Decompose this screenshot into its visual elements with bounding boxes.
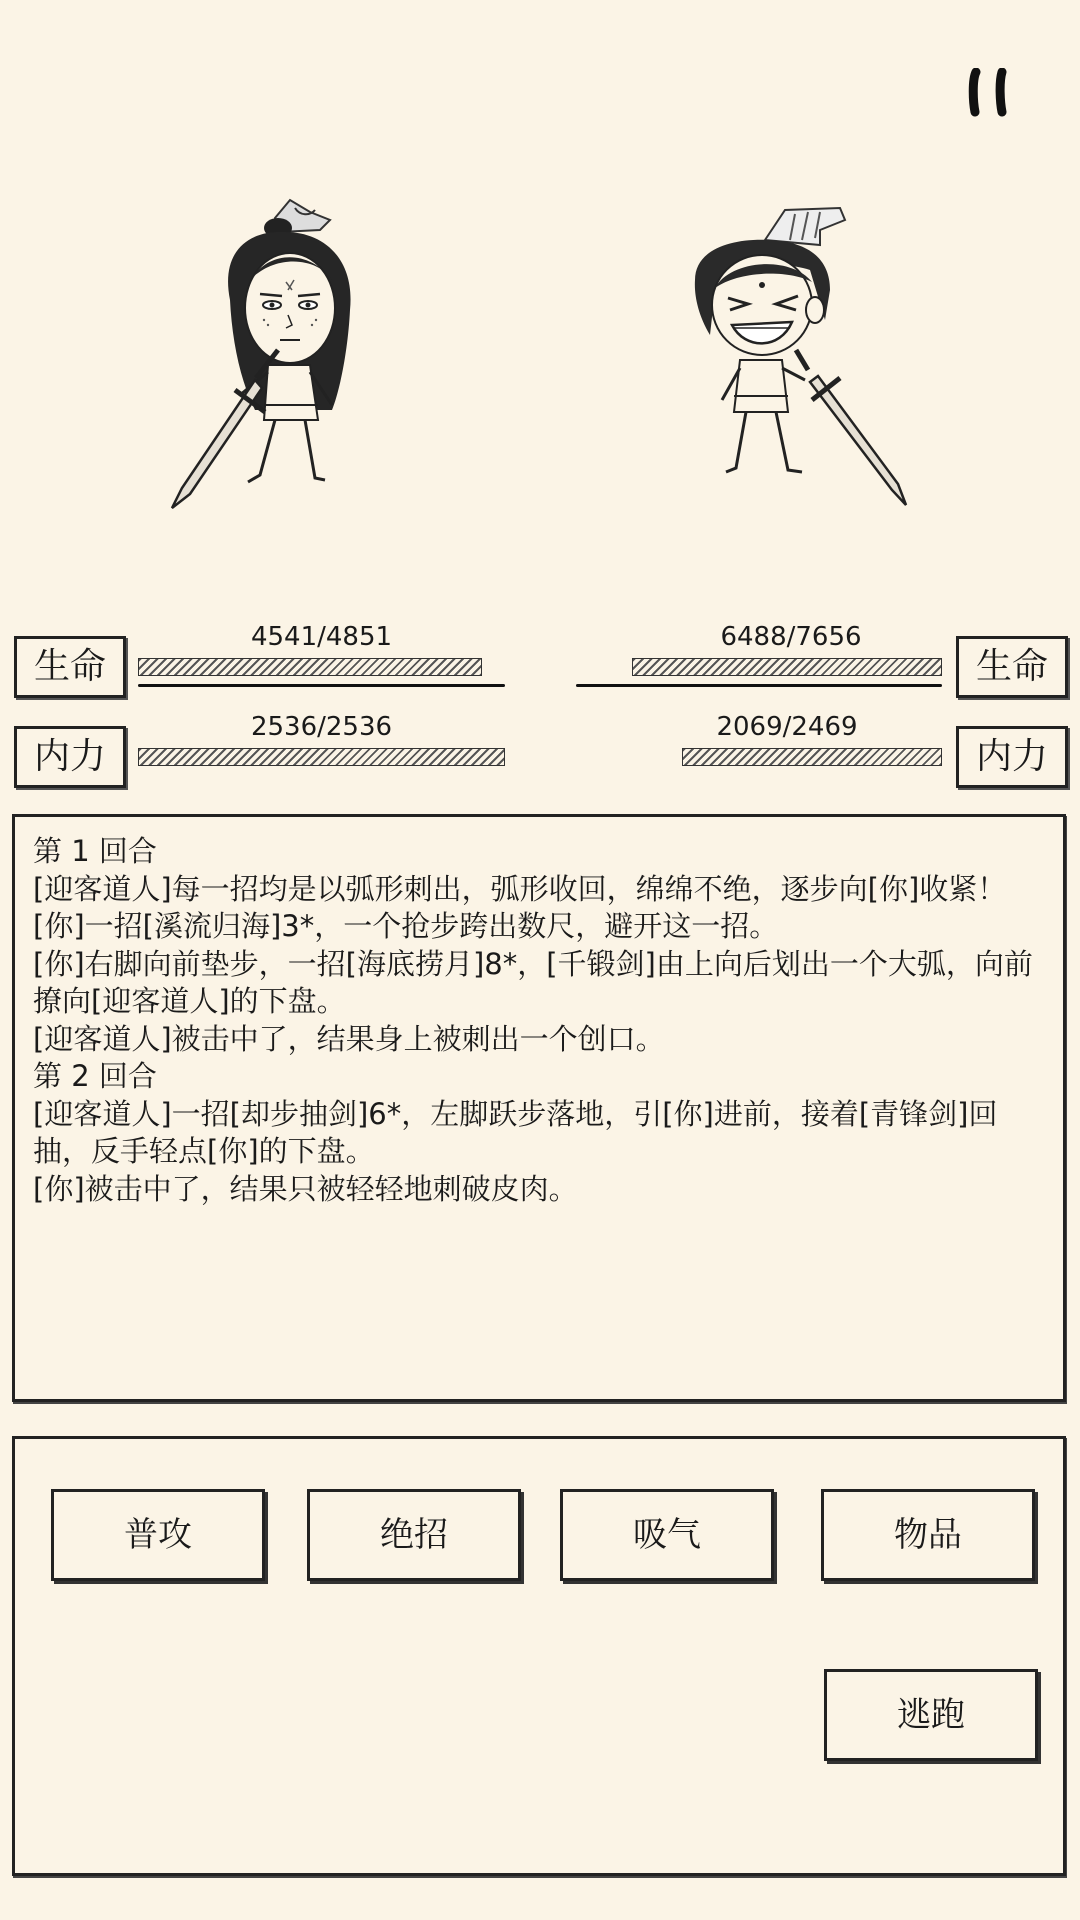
- player-hp-value: 4541/4851: [250, 622, 393, 652]
- log-line: [迎客道人]每一招均是以弧形刺出，弧形收回，绵绵不绝，逐步向[你]收紧！: [33, 871, 1007, 906]
- enemy-hp-bar: [576, 624, 942, 688]
- breathe-button[interactable]: 吸气: [560, 1489, 774, 1581]
- enemy-hp-baseline: [576, 684, 942, 687]
- player-mp-label: 内力: [14, 726, 126, 788]
- player-character: [160, 190, 420, 520]
- player-hp-baseline: [138, 684, 505, 687]
- enemy-character: [670, 200, 920, 520]
- special-move-button[interactable]: 绝招: [307, 1489, 521, 1581]
- player-mp-value: 2536/2536: [250, 712, 393, 742]
- pause-icon[interactable]: [962, 68, 1022, 118]
- enemy-hp-fill: [632, 658, 942, 676]
- attack-button[interactable]: 普攻: [51, 1489, 265, 1581]
- player-mp-fill: [138, 748, 505, 766]
- battle-log[interactable]: [12, 814, 1066, 1402]
- log-line: 第 1 回合: [33, 834, 157, 868]
- log-line: 第 2 回合: [33, 1059, 157, 1093]
- enemy-mp-bar: [632, 714, 942, 764]
- enemy-hp-label: 生命: [956, 636, 1068, 698]
- log-line: [迎客道人]被击中了，结果身上被刺出一个创口。: [33, 1021, 665, 1056]
- items-button[interactable]: 物品: [821, 1489, 1035, 1581]
- flee-button[interactable]: 逃跑: [824, 1669, 1038, 1761]
- log-line: [迎客道人]一招[却步抽剑]6*，左脚跃步落地，引[你]进前，接着[青锋剑]回抽，反手轻点[你]的下盘。: [33, 1096, 998, 1168]
- log-line: [你]被击中了，结果只被轻轻地刺破皮肉。: [33, 1171, 578, 1206]
- player-hp-label: 生命: [14, 636, 126, 698]
- action-panel: [12, 1436, 1066, 1876]
- log-line: [你]一招[溪流归海]3*，一个抢步跨出数尺，避开这一招。: [33, 909, 779, 943]
- player-hp-bar: [138, 624, 505, 688]
- player-hp-fill: [138, 658, 482, 676]
- enemy-mp-value: 2069/2469: [716, 712, 858, 742]
- enemy-mp-fill: [682, 748, 942, 766]
- enemy-mp-label: 内力: [956, 726, 1068, 788]
- player-mp-bar: [138, 714, 505, 764]
- enemy-hp-value: 6488/7656: [720, 622, 862, 652]
- log-line: [你]右脚向前垫步，一招[海底捞月]8*，[千锻剑]由上向后划出一个大弧，向前撩向[迎客道人]的下盘。: [33, 946, 1033, 1018]
